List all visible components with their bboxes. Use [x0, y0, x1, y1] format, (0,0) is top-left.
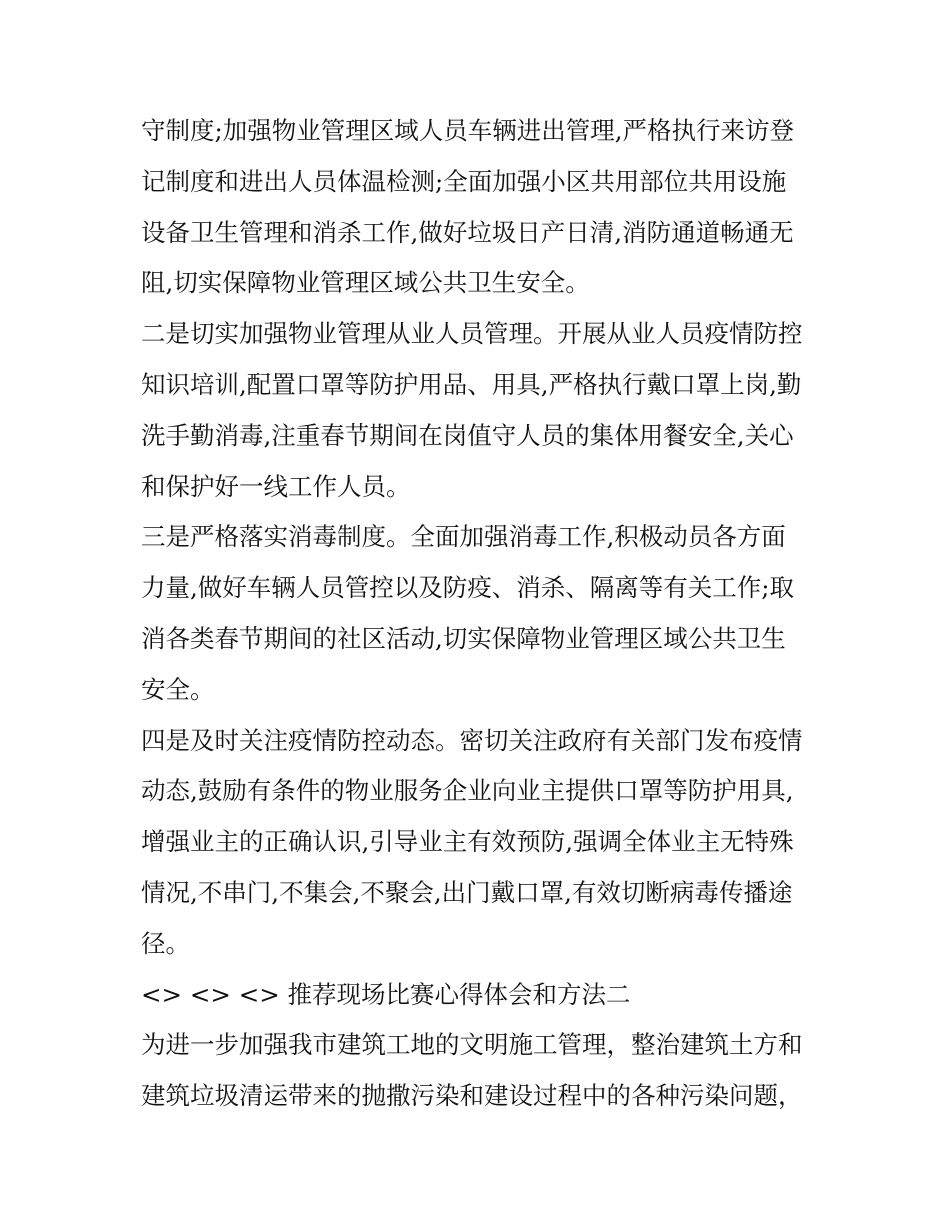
text-line: 守制度;加强物业管理区域人员车辆进出管理,严格执行来访登: [141, 116, 795, 145]
text-line: 记制度和进出人员体温检测;全面加强小区共用部位共用设施: [141, 166, 787, 196]
text-line: 和保护好一线工作人员。: [141, 471, 411, 501]
text-line: 建筑垃圾清运带来的抛撒污染和建设过程中的各种污染问题，: [141, 1081, 803, 1111]
paragraph-5-start: 为进一步加强我市建筑工地的文明施工管理，整治建筑土方和: [141, 1030, 803, 1060]
section-heading: <> <> <> 推荐现场比赛心得体会和方法二: [141, 979, 631, 1009]
text-line: 力量,做好车辆人员管控以及防疫、消杀、隔离等有关工作;取: [141, 573, 795, 603]
text-line: 增强业主的正确认识,引导业主有效预防,强调全体业主无特殊: [141, 827, 794, 857]
text-line: 知识培训,配置口罩等防护用品、用具,严格执行戴口罩上岗,勤: [141, 369, 802, 399]
text-line: 阻,切实保障物业管理区域公共卫生安全。: [141, 268, 590, 298]
text-line: 动态,鼓励有条件的物业服务企业向业主提供口罩等防护用具,: [141, 776, 794, 806]
text-line: 设备卫生管理和消杀工作,做好垃圾日产日清,消防通道畅通无: [141, 217, 794, 247]
text-line: 安全。: [141, 674, 215, 704]
text-line: 情况,不串门,不集会,不聚会,出门戴口罩,有效切断病毒传播途: [141, 877, 793, 907]
text-line: 径。: [141, 928, 190, 958]
paragraph-3-start: 三是严格落实消毒制度。全面加强消毒工作,积极动员各方面: [141, 522, 786, 552]
paragraph-4-start: 四是及时关注疫情防控动态。密切关注政府有关部门发布疫情: [141, 725, 803, 755]
document-body: [141, 106, 817, 1122]
paragraph-2-start: 二是切实加强物业管理从业人员管理。开展从业人员疫情防控: [141, 319, 803, 349]
text-line: 洗手勤消毒,注重春节期间在岗值守人员的集体用餐安全,关心: [141, 420, 794, 450]
text-line: 消各类春节期间的社区活动,切实保障物业管理区域公共卫生: [141, 623, 786, 653]
